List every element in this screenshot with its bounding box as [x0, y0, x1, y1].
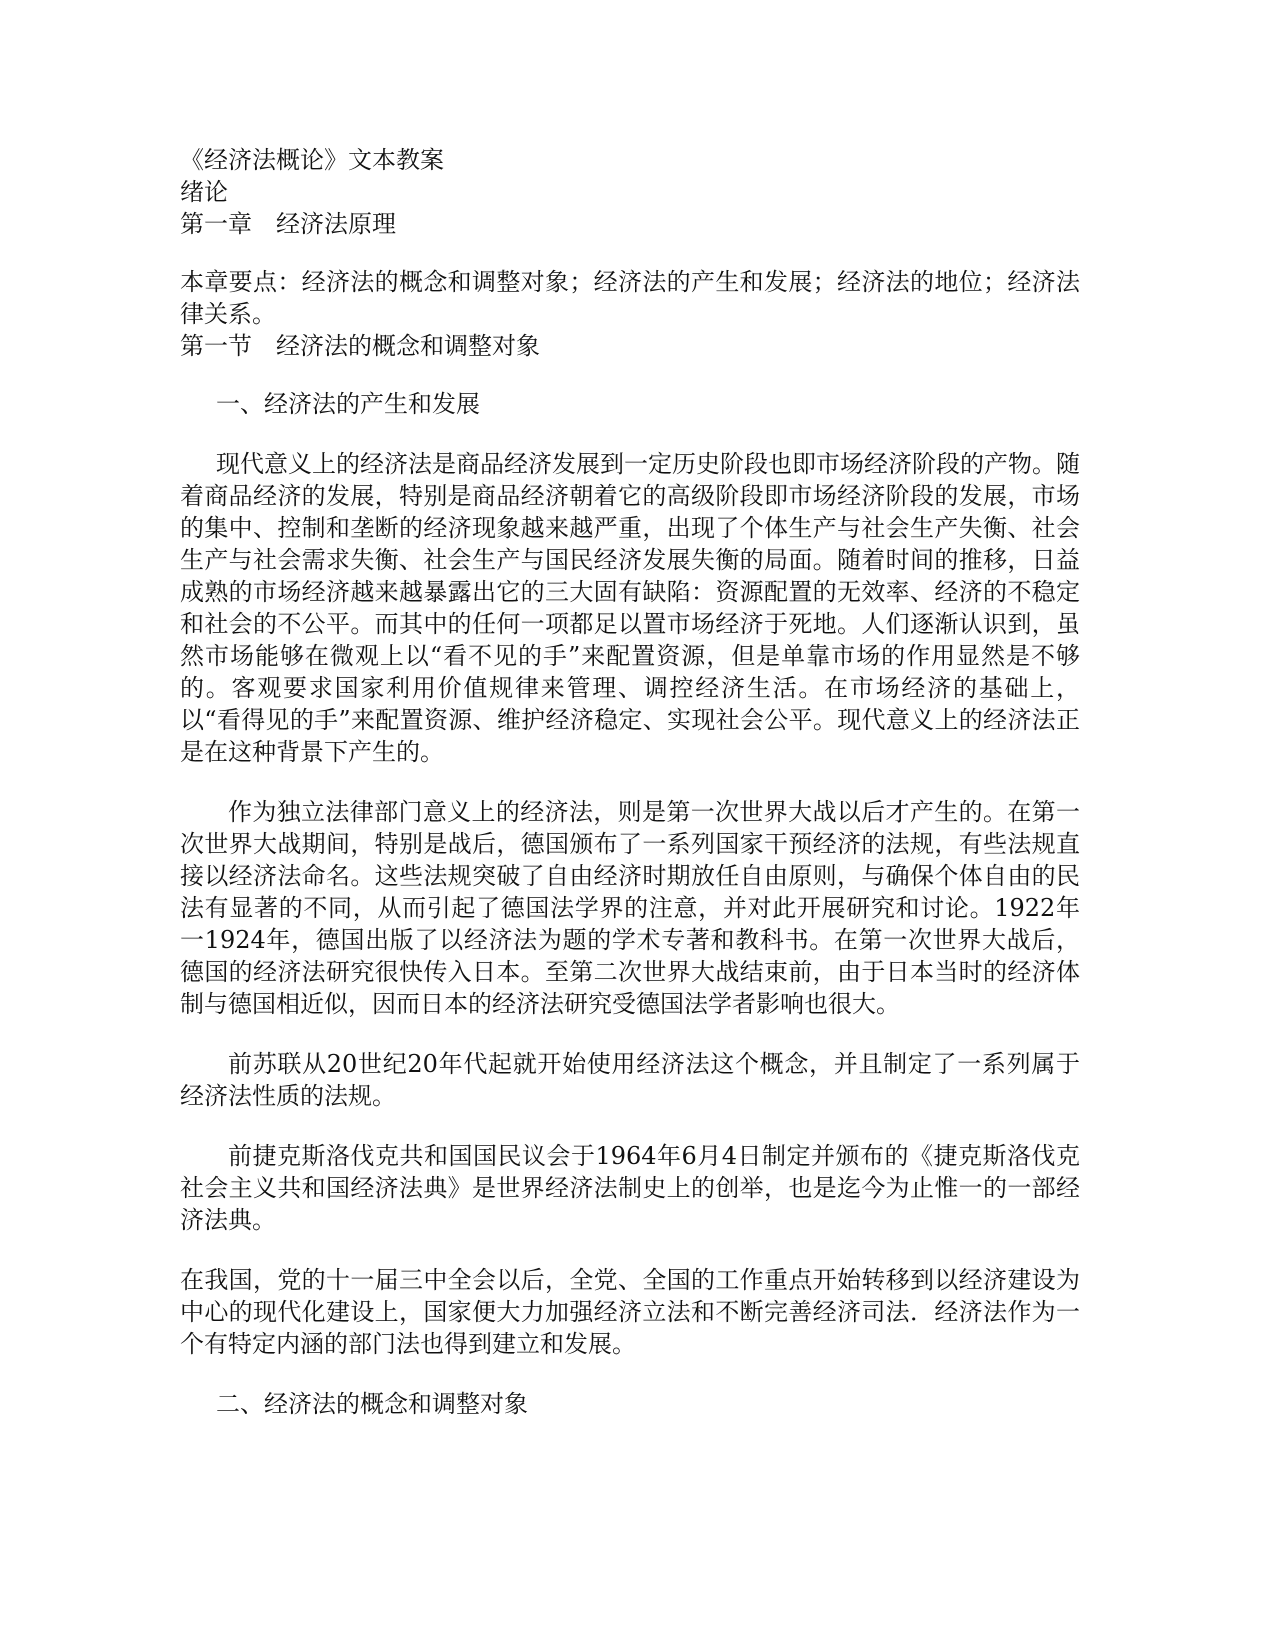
section-heading: 第一节 经济法的概念和调整对象	[180, 332, 540, 360]
key-points-paragraph: 本章要点：经济法的概念和调整对象；经济法的产生和发展；经济法的地位；经济法律关系。	[180, 268, 1080, 328]
spacer	[180, 362, 1080, 388]
document-page	[180, 144, 1080, 1420]
intro-heading: 绪论	[180, 178, 228, 206]
spacer	[180, 1236, 1080, 1264]
paragraph-czechoslovakia: 前捷克斯洛伐克共和国国民议会于1964年6月4日制定并颁布的《捷克斯洛伐克社会主义共和国经济法典》是世界经济法制史上的创举，也是迄今为止惟一的一部经济法典。	[180, 1142, 1080, 1234]
spacer	[180, 1360, 1080, 1388]
paragraph-independent-legal-department: 作为独立法律部门意义上的经济法，则是第一次世界大战以后才产生的。在第一次世界大战期间，特别是战后，德国颁布了一系列国家干预经济的法规，有些法规直接以经济法命名。这些法规突破了自由经济时期放任自由原则，与确保个体自由的民法有显著的不同，从而引起了德国法学界的注意，并对此开展研究和讨论。1922年一1924年，德国出版了以经济法为题的学术专著和教科书。在第一次世界大战后，德国的经济法研究很快传入日本。至第二次世界大战结束前，由于日本当时的经济体制与德国相近似，因而日本的经济法研究受德国法学者影响也很大。	[180, 798, 1080, 1018]
paragraph-modern-economic-law: 现代意义上的经济法是商品经济发展到一定历史阶段也即市场经济阶段的产物。随着商品经济的发展，特别是商品经济朝着它的高级阶段即市场经济阶段的发展，市场的集中、控制和垄断的经济现象越来越严重，出现了个体生产与社会生产失衡、社会生产与社会需求失衡、社会生产与国民经济发展失衡的局面。随着时间的推移，日益成熟的市场经济越来越暴露出它的三大固有缺陷：资源配置的无效率、经济的不稳定和社会的不公平。而其中的任何一项都足以置市场经济于死地。人们逐渐认识到，虽然市场能够在微观上以“看不见的手”来配置资源，但是单靠市场的作用显然是不够的。客观要求国家利用价值规律来管理、调控经济生活。在市场经济的基础上，以“看得见的手”来配置资源、维护经济稳定、实现社会公平。现代意义上的经济法正是在这种背景下产生的。	[180, 450, 1080, 766]
subheading-origin-development: 一、经济法的产生和发展	[216, 390, 480, 418]
subheading-concept-objects: 二、经济法的概念和调整对象	[216, 1390, 528, 1418]
spacer	[180, 768, 1080, 796]
document-title: 《经济法概论》文本教案	[180, 146, 444, 174]
paragraph-former-soviet-union: 前苏联从20世纪20年代起就开始使用经济法这个概念，并且制定了一系列属于经济法性质的法规。	[180, 1050, 1080, 1110]
spacer	[180, 240, 1080, 266]
spacer	[180, 420, 1080, 448]
paragraph-china: 在我国，党的十一届三中全会以后，全党、全国的工作重点开始转移到以经济建设为中心的现代化建设上，国家便大力加强经济立法和不断完善经济司法．经济法作为一个有特定内涵的部门法也得到建立和发展。	[180, 1266, 1080, 1358]
spacer	[180, 1020, 1080, 1048]
spacer	[180, 1112, 1080, 1140]
chapter-heading: 第一章 经济法原理	[180, 210, 396, 238]
